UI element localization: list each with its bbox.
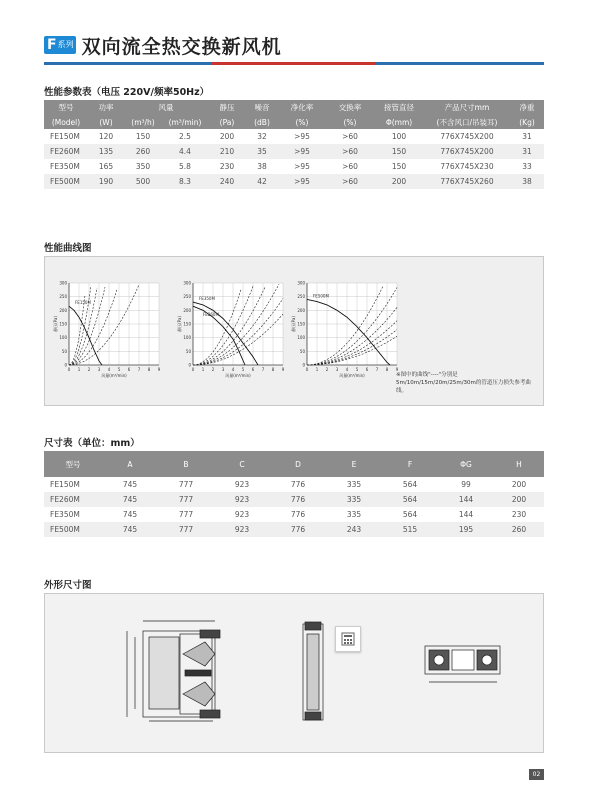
perf-header-model: 型号 — [44, 100, 88, 115]
x-tick-label: 3 — [97, 367, 101, 372]
table-cell: FE500M — [44, 522, 102, 537]
table-cell: >95 — [294, 162, 310, 171]
x-axis-label: 风量(m³/min) — [339, 373, 365, 378]
table-cell: 165 — [98, 162, 114, 171]
table-cell: 195 — [438, 522, 494, 537]
table-cell: 210 — [208, 144, 246, 159]
x-tick-label: 6 — [127, 367, 131, 372]
table-cell: 745 — [122, 480, 138, 489]
table-cell: 99 — [461, 480, 471, 489]
x-tick-label: 9 — [157, 367, 161, 372]
table-cell: 923 — [234, 510, 250, 519]
table-cell: >60 — [342, 132, 358, 141]
table-cell: 200 — [494, 492, 544, 507]
table-cell: >95 — [294, 132, 310, 141]
x-tick-label: 4 — [345, 367, 349, 372]
table-row — [44, 522, 544, 537]
outline-panel — [44, 593, 544, 753]
table-cell: 776X745X200 — [424, 144, 510, 159]
table-cell: 144 — [438, 492, 494, 507]
series-letter: F — [47, 37, 57, 53]
table-cell: 200 — [374, 174, 424, 189]
side-view — [303, 622, 323, 720]
y-tick-label: 150 — [183, 321, 191, 327]
outline-title: 外形尺寸图 — [44, 580, 92, 591]
table-cell: 100 — [391, 132, 407, 141]
table-cell: 190 — [88, 174, 124, 189]
table-cell: 923 — [234, 480, 250, 489]
x-tick-label: 8 — [385, 367, 389, 372]
dims-header-cell: F — [382, 451, 438, 477]
table-cell: 200 — [219, 132, 235, 141]
series-label: FE150M — [75, 300, 91, 306]
page-number: 02 — [529, 769, 544, 780]
x-tick-label: 7 — [375, 367, 379, 372]
table-cell: 42 — [246, 174, 278, 189]
table-cell: 500 — [124, 174, 162, 189]
x-tick-label: 6 — [365, 367, 369, 372]
table-cell: 776X745X260 — [424, 174, 510, 189]
y-axis-label: 静压(Pa) — [53, 316, 58, 332]
series-label: FE500M — [313, 293, 329, 299]
perf-header-pressure: 静压 — [208, 100, 246, 115]
header-rule-left — [44, 62, 212, 65]
perf-subheader-exchange: (%) — [326, 115, 374, 129]
series-badge — [44, 36, 76, 54]
y-tick-label: 250 — [59, 294, 67, 300]
x-tick-label: 0 — [305, 367, 309, 372]
y-tick-label: 50 — [185, 348, 191, 354]
series-label: FE260M — [203, 312, 219, 318]
top-view — [425, 646, 500, 682]
table-cell: 120 — [98, 132, 114, 141]
perf-subheader-size: (不含风口/吊装耳) — [424, 115, 510, 129]
perf-header-power: 功率 — [88, 100, 124, 115]
table-row — [44, 129, 544, 144]
series-label: FE350M — [199, 296, 215, 302]
table-cell: >95 — [278, 144, 326, 159]
y-tick-label: 0 — [188, 362, 191, 368]
x-tick-label: 9 — [281, 367, 285, 372]
table-cell: 240 — [208, 174, 246, 189]
x-tick-label: 2 — [87, 367, 91, 372]
curve-chart-3 — [289, 277, 403, 382]
table-cell: 777 — [178, 480, 194, 489]
perf-subheader-airflow-min: (m³/min) — [162, 115, 208, 129]
table-cell: 35 — [246, 144, 278, 159]
curve-chart-2 — [175, 277, 289, 382]
y-tick-label: 250 — [297, 294, 305, 300]
table-cell: 776 — [290, 510, 306, 519]
y-tick-label: 300 — [297, 280, 305, 286]
table-cell: >60 — [326, 174, 374, 189]
table-row — [44, 144, 544, 159]
header-rule-right — [376, 62, 544, 65]
x-tick-label: 5 — [117, 367, 121, 372]
x-axis-label: 风量(m³/min) — [101, 373, 127, 378]
dims-header-cell: 型号 — [44, 451, 102, 477]
table-cell: 2.5 — [179, 132, 191, 141]
table-cell: 335 — [326, 492, 382, 507]
table-cell: 923 — [214, 492, 270, 507]
y-tick-label: 100 — [59, 335, 67, 341]
table-cell: 564 — [402, 510, 418, 519]
y-tick-label: 0 — [64, 362, 67, 368]
table-cell: 350 — [135, 162, 151, 171]
curve-chart-1 — [51, 277, 165, 382]
perf-header-weight: 净重 — [510, 100, 544, 115]
table-row — [44, 159, 544, 174]
dims-header-cell: C — [214, 451, 270, 477]
x-tick-label: 2 — [325, 367, 329, 372]
table-cell: 776X745X230 — [440, 162, 494, 171]
table-row — [44, 507, 544, 522]
table-cell: 776 — [290, 480, 306, 489]
y-tick-label: 50 — [299, 348, 305, 354]
dims-header-cell: D — [270, 451, 326, 477]
table-cell: 150 — [374, 144, 424, 159]
table-cell: 150 — [391, 162, 407, 171]
table-cell: 260 — [124, 144, 162, 159]
table-cell: 260 — [494, 522, 544, 537]
table-cell: 776X745X200 — [440, 132, 494, 141]
perf-header-pipe: 接管直径 — [374, 100, 424, 115]
table-cell: 38 — [257, 162, 267, 171]
outline-drawing — [45, 594, 545, 754]
perf-subheader-purify: (%) — [278, 115, 326, 129]
y-tick-label: 150 — [297, 321, 305, 327]
table-cell: 923 — [214, 522, 270, 537]
perf-subheader-model: (Model) — [44, 115, 88, 129]
x-tick-label: 8 — [271, 367, 275, 372]
perf-subheader-power: (W) — [88, 115, 124, 129]
table-cell: 243 — [326, 522, 382, 537]
curves-note: ※图中的曲线"----"分别是5m/10m/15m/20m/25m/30m的管道压力损失参考曲线。 — [396, 372, 531, 394]
dims-header-cell: ΦG — [438, 451, 494, 477]
perf-header-size: 产品尺寸mm — [424, 100, 510, 115]
y-axis-label: 静压(Pa) — [177, 316, 182, 332]
x-tick-label: 1 — [77, 367, 81, 372]
series-suffix: 系列 — [57, 40, 74, 49]
x-tick-label: 4 — [107, 367, 111, 372]
dims-header-cell: E — [326, 451, 382, 477]
x-tick-label: 0 — [67, 367, 71, 372]
y-tick-label: 50 — [61, 348, 67, 354]
table-cell: FE500M — [44, 174, 88, 189]
table-cell: 150 — [135, 132, 151, 141]
y-tick-label: 250 — [183, 294, 191, 300]
x-axis-label: 风量(m³/min) — [225, 373, 251, 378]
x-tick-label: 2 — [211, 367, 215, 372]
table-cell: FE260M — [44, 144, 88, 159]
table-cell: 776 — [270, 522, 326, 537]
table-cell: 777 — [158, 492, 214, 507]
table-cell: 776 — [270, 492, 326, 507]
calculator-icon[interactable] — [335, 626, 361, 652]
table-cell: 4.4 — [162, 144, 208, 159]
perf-table — [44, 100, 544, 189]
table-cell: 135 — [88, 144, 124, 159]
x-tick-label: 0 — [191, 367, 195, 372]
dims-table-title: 尺寸表（单位：mm） — [44, 438, 140, 449]
table-cell: 777 — [158, 522, 214, 537]
table-row — [44, 477, 544, 492]
x-tick-label: 1 — [201, 367, 205, 372]
table-cell: 31 — [522, 132, 532, 141]
x-tick-label: 3 — [221, 367, 225, 372]
perf-header-purify: 净化率 — [278, 100, 326, 115]
perf-header-airflow: 风量 — [124, 100, 208, 115]
y-tick-label: 100 — [297, 335, 305, 341]
header-rule-middle — [212, 62, 376, 65]
x-tick-label: 7 — [261, 367, 265, 372]
table-cell: 564 — [382, 492, 438, 507]
perf-subheader-noise: (dB) — [246, 115, 278, 129]
dims-header-cell: H — [494, 451, 544, 477]
y-tick-label: 200 — [297, 307, 305, 313]
x-tick-label: 5 — [355, 367, 359, 372]
x-tick-label: 6 — [251, 367, 255, 372]
x-tick-label: 1 — [315, 367, 319, 372]
x-tick-label: 4 — [231, 367, 235, 372]
table-cell: 32 — [257, 132, 267, 141]
dims-table — [44, 451, 544, 537]
y-tick-label: 300 — [59, 280, 67, 286]
curves-title: 性能曲线图 — [44, 243, 92, 254]
x-tick-label: 5 — [241, 367, 245, 372]
y-tick-label: 150 — [59, 321, 67, 327]
table-cell: FE150M — [50, 132, 80, 141]
y-tick-label: 300 — [183, 280, 191, 286]
y-tick-label: 200 — [183, 307, 191, 313]
table-cell: FE150M — [50, 480, 80, 489]
table-cell: 31 — [510, 144, 544, 159]
perf-subheader-airflow-h: (m³/h) — [124, 115, 162, 129]
x-tick-label: 7 — [137, 367, 141, 372]
page-title: 双向流全热交换新风机 — [81, 35, 282, 58]
table-row — [44, 174, 544, 189]
table-cell: FE260M — [44, 492, 102, 507]
x-tick-label: 9 — [395, 367, 399, 372]
table-cell: 745 — [102, 492, 158, 507]
table-cell: >95 — [278, 174, 326, 189]
table-cell: 144 — [458, 510, 474, 519]
y-tick-label: 0 — [302, 362, 305, 368]
perf-subheader-pressure: (Pa) — [208, 115, 246, 129]
dims-header-cell: B — [158, 451, 214, 477]
perf-header-exchange: 交换率 — [326, 100, 374, 115]
table-cell: 5.8 — [179, 162, 191, 171]
perf-subheader-weight: (Kg) — [510, 115, 544, 129]
table-cell: 335 — [346, 480, 362, 489]
x-tick-label: 8 — [147, 367, 151, 372]
dims-header-cell: A — [102, 451, 158, 477]
table-cell: 33 — [522, 162, 532, 171]
table-cell: 335 — [346, 510, 362, 519]
perf-header-noise: 噪音 — [246, 100, 278, 115]
page-header — [44, 32, 282, 58]
table-cell: 515 — [382, 522, 438, 537]
table-cell: 8.3 — [162, 174, 208, 189]
table-cell: 564 — [402, 480, 418, 489]
table-cell: 745 — [122, 510, 138, 519]
y-axis-label: 静压(Pa) — [291, 316, 296, 332]
y-tick-label: 200 — [59, 307, 67, 313]
table-cell: FE350M — [50, 162, 80, 171]
table-cell: 230 — [511, 510, 527, 519]
x-tick-label: 3 — [335, 367, 339, 372]
perf-table-title: 性能参数表（电压 220V/频率50Hz） — [44, 87, 210, 98]
table-cell: >60 — [342, 162, 358, 171]
table-cell: 200 — [511, 480, 527, 489]
table-cell: 38 — [510, 174, 544, 189]
table-cell: 777 — [178, 510, 194, 519]
perf-subheader-pipe: Φ(mm) — [374, 115, 424, 129]
table-cell: >60 — [326, 144, 374, 159]
table-cell: 745 — [102, 522, 158, 537]
table-cell: FE350M — [50, 510, 80, 519]
y-tick-label: 100 — [183, 335, 191, 341]
table-cell: 230 — [219, 162, 235, 171]
table-row — [44, 492, 544, 507]
front-view — [127, 621, 220, 721]
